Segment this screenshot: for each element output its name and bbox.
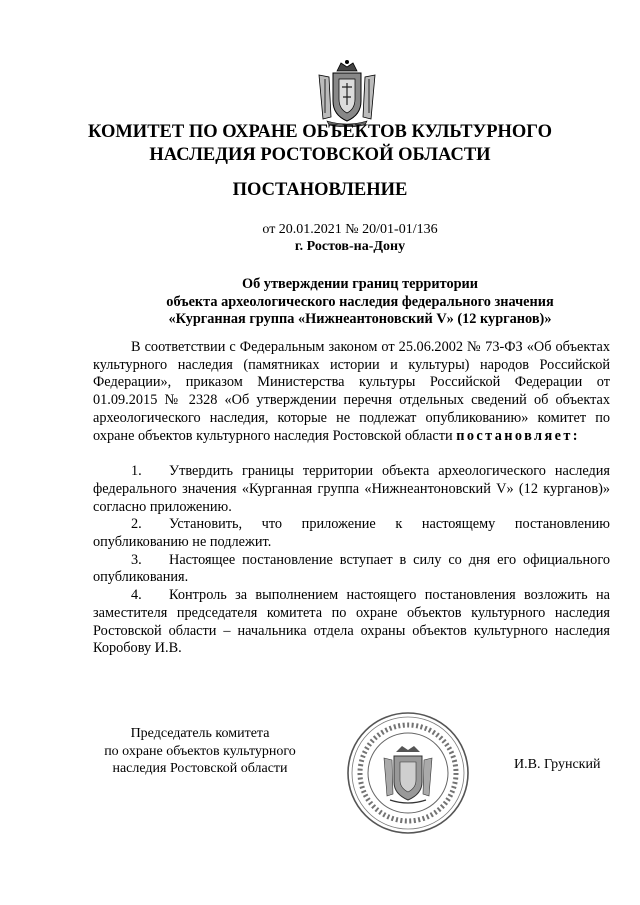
resolution-items — [93, 463, 610, 658]
official-seal-icon — [338, 708, 478, 838]
subject-line-3: «Курганная группа «Нижнеантоновский V» (12 курганов)» — [168, 311, 552, 327]
city: г. Ростов-на-Дону — [294, 239, 406, 254]
position-line-2: по охране объектов культурного — [104, 743, 296, 759]
preamble-paragraph — [93, 339, 610, 445]
subject-line-1: Об утверждении границ территории — [241, 276, 479, 292]
date-and-number: от 20.01.2021 № 20/01-01/136 — [262, 222, 438, 237]
document-body — [93, 339, 610, 658]
resolution-item — [93, 463, 610, 516]
resolves-word: постановляет: — [456, 427, 580, 444]
document-subject — [0, 276, 640, 329]
document-type: ПОСТАНОВЛЕНИЕ — [232, 180, 408, 200]
item-number: 4. — [131, 587, 142, 604]
document-reference — [235, 221, 465, 255]
item-text: Установить, что приложение к настоящему постановлению опубликованию не подлежит. — [93, 516, 610, 551]
item-text: Утвердить границы территории объекта археологического наследия федерального значения «Курганная группа «Нижнеантоновский V» (12 курганов)» согласно приложению. — [93, 463, 610, 515]
coat-of-arms-icon — [315, 57, 379, 127]
preamble-text: В соответствии с Федеральным законом от 25.06.2002 № 73-ФЗ «Об объектах культурного наследия (памятниках истории и культуры) народов Российской Федерации», приказом Министерства культуры Российской Федерации от 01.09.2015 № 2328 «Об утверждении перечня отдельных сведений об объектах археологического наследия, которые не подлежат опубликованию» комитет по охране объектов культурного наследия Ростовской области — [93, 339, 610, 444]
signatory-position — [80, 725, 320, 778]
signatory-name: И.В. Грунский — [514, 757, 601, 772]
authority-line-1: КОМИТЕТ ПО ОХРАНЕ ОБЪЕКТОВ КУЛЬТУРНОГО — [88, 122, 552, 142]
item-number: 2. — [131, 516, 142, 533]
issuing-authority — [0, 121, 640, 167]
item-text: Настоящее постановление вступает в силу со дня его официального опубликования. — [93, 551, 610, 586]
item-number: 3. — [131, 551, 142, 568]
resolution-item — [93, 587, 610, 658]
resolution-item — [93, 516, 610, 551]
authority-line-2: НАСЛЕДИЯ РОСТОВСКОЙ ОБЛАСТИ — [149, 145, 491, 165]
position-line-3: наследия Ростовской области — [112, 761, 288, 776]
subject-line-2: объекта археологического наследия федерального значения — [166, 293, 554, 310]
resolution-item — [93, 552, 610, 587]
position-line-1: Председатель комитета — [130, 726, 270, 741]
item-text: Контроль за выполнением настоящего постановления возложить на заместителя председателя комитета по охране объектов культурного наследия Ростовской области – начальника отдела охраны объектов культурного наследия Коробову И.В. — [93, 587, 610, 657]
item-number: 1. — [131, 463, 142, 480]
